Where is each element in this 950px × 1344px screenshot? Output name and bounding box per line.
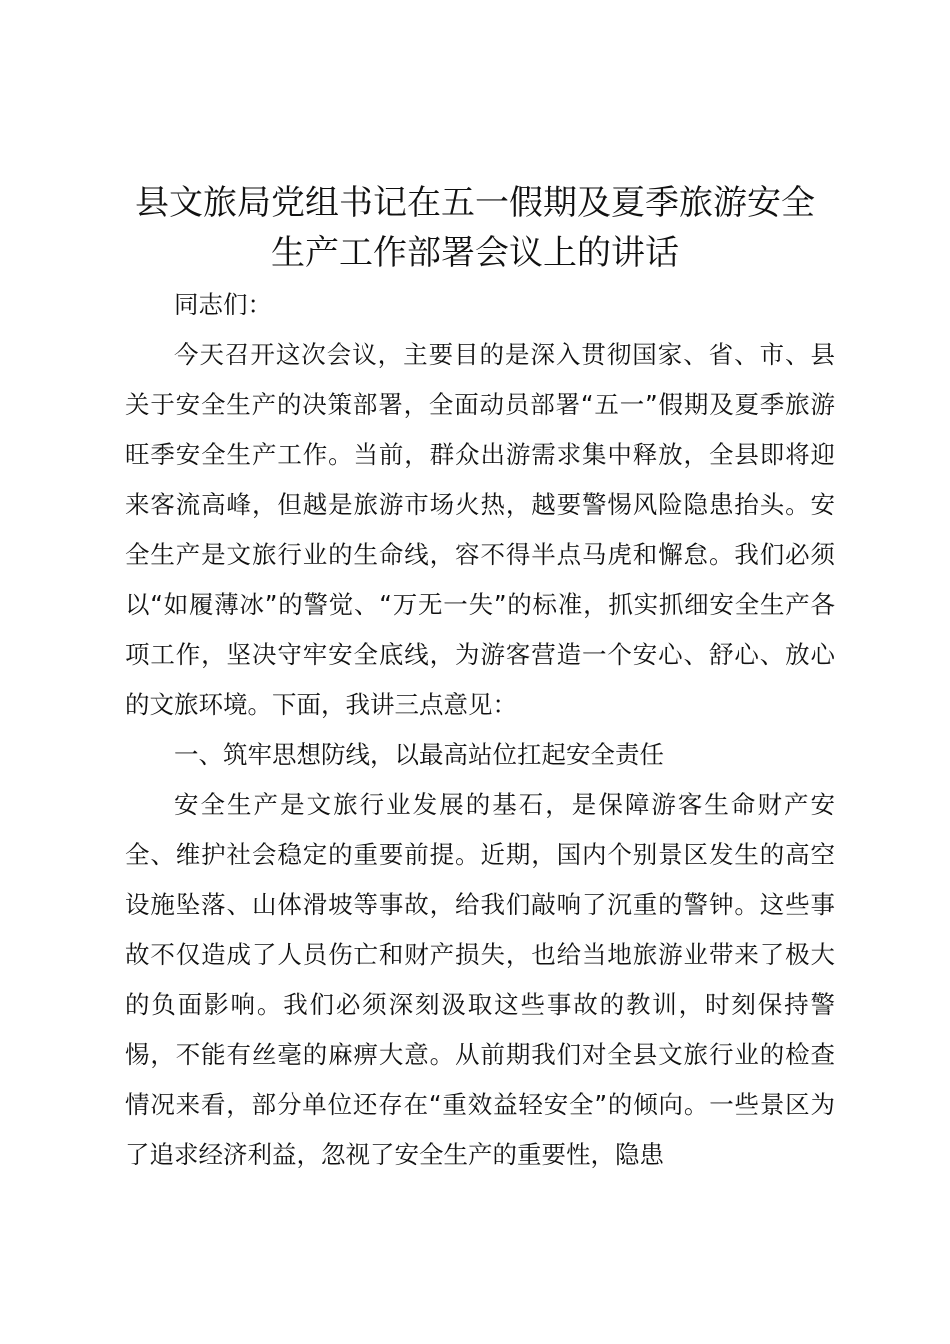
- title-line-2: 生产工作部署会议上的讲话: [271, 233, 679, 273]
- salutation: 同志们：: [174, 290, 272, 319]
- paragraph-intro: 今天召开这次会议，主要目的是深入贯彻国家、省、市、县关于安全生产的决策部署，全面动员部署“五一”假期及夏季旅游旺季安全生产工作。当前，群众出游需求集中释放，全县即将迎来客流高峰，但越是旅游市场火热，越要警惕风险隐患抬头。安全生产是文旅行业的生命线，容不得半点马虎和懈怠。我们必须以“如履薄冰”的警觉、“万无一失”的标准，抓实抓细安全生产各项工作，坚决守牢安全底线，为游客营造一个安心、舒心、放心的文旅环境。下面，我讲三点意见：: [125, 340, 835, 719]
- document-body: [125, 280, 835, 1180]
- paragraph-section-1: 安全生产是文旅行业发展的基石，是保障游客生命财产安全、维护社会稳定的重要前提。近期，国内个别景区发生的高空设施坠落、山体滑坡等事故，给我们敲响了沉重的警钟。这些事故不仅造成了人员伤亡和财产损失，也给当地旅游业带来了极大的负面影响。我们必须深刻汲取这些事故的教训，时刻保持警惕，不能有丝毫的麻痹大意。从前期我们对全县文旅行业的检查情况来看，部分单位还存在“重效益轻安全”的倾向。一些景区为了追求经济利益，忽视了安全生产的重要性，隐患: [125, 790, 835, 1169]
- title-line-1: 县文旅局党组书记在五一假期及夏季旅游安全: [135, 183, 815, 223]
- section-heading-1: 一、筑牢思想防线，以最高站位扛起安全责任: [174, 740, 664, 769]
- document-title: [110, 178, 840, 278]
